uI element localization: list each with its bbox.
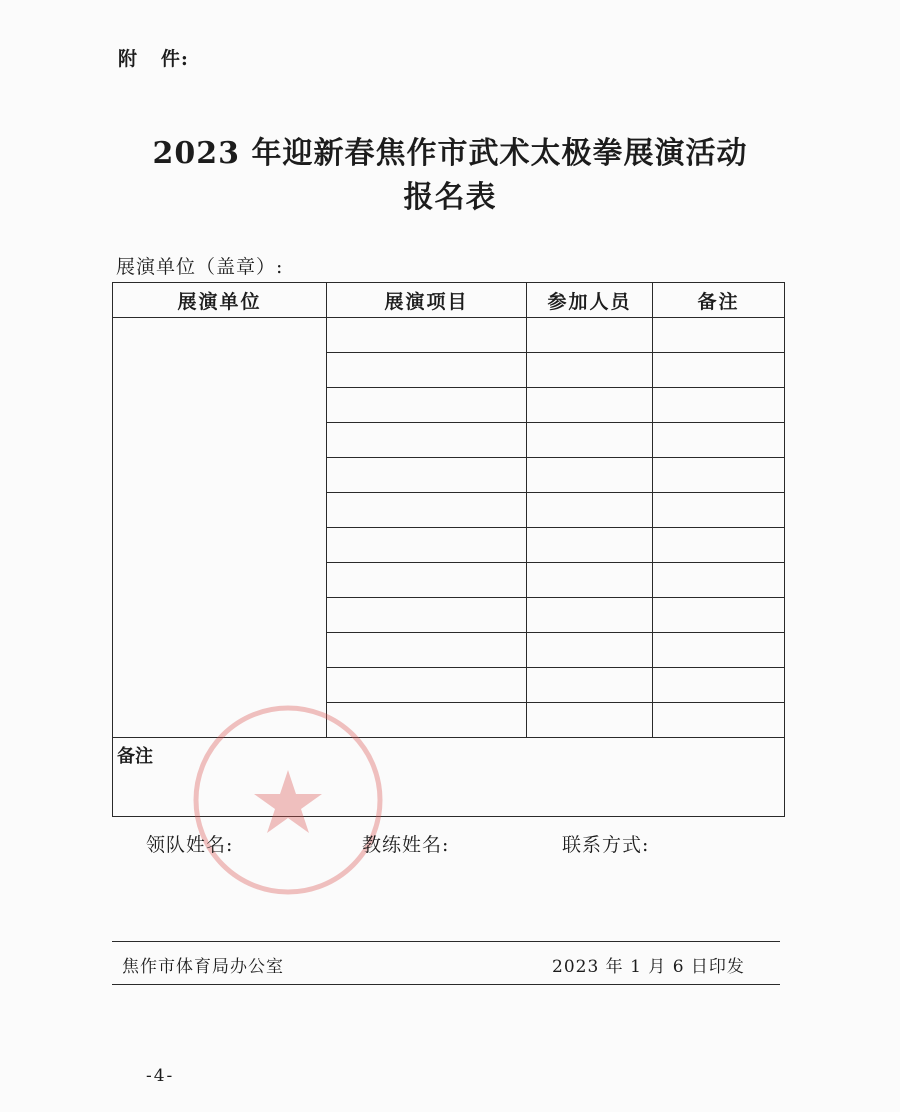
participants-cell[interactable] [527, 633, 653, 668]
remarks-cell[interactable] [653, 318, 785, 353]
project-cell[interactable] [327, 598, 527, 633]
notes-label: 备注 [117, 746, 153, 767]
remarks-cell[interactable] [653, 353, 785, 388]
team-leader-label: 领队姓名: [146, 834, 234, 856]
participants-cell[interactable] [527, 563, 653, 598]
column-header: 参加人员 [527, 283, 653, 318]
column-header: 展演单位 [113, 283, 327, 318]
page-number: -4- [146, 1066, 175, 1086]
project-cell[interactable] [327, 423, 527, 458]
table-row [113, 318, 785, 353]
table-header-row [113, 283, 785, 318]
project-cell[interactable] [327, 668, 527, 703]
project-cell[interactable] [327, 458, 527, 493]
remarks-cell[interactable] [653, 388, 785, 423]
document-title-line2: 报名表 [403, 180, 497, 215]
project-cell[interactable] [327, 388, 527, 423]
footer-bottom-divider [112, 984, 780, 985]
remarks-cell[interactable] [653, 668, 785, 703]
remarks-cell[interactable] [653, 563, 785, 598]
project-cell[interactable] [327, 353, 527, 388]
project-cell[interactable] [327, 318, 527, 353]
document-title-line1: 2023 年迎新春焦作市武术太极拳展演活动 [152, 136, 748, 171]
participants-cell[interactable] [527, 598, 653, 633]
remarks-cell[interactable] [653, 703, 785, 738]
project-cell[interactable] [327, 633, 527, 668]
participants-cell[interactable] [527, 668, 653, 703]
participants-cell[interactable] [527, 318, 653, 353]
coach-label: 教练姓名: [362, 834, 450, 856]
remarks-cell[interactable] [653, 528, 785, 563]
remarks-cell[interactable] [653, 493, 785, 528]
issue-date: 2023 年 1 月 6 日印发 [552, 957, 745, 977]
project-cell[interactable] [327, 493, 527, 528]
issuer-name: 焦作市体育局办公室 [122, 957, 284, 977]
contact-method-label: 联系方式: [562, 834, 650, 856]
participants-cell[interactable] [527, 388, 653, 423]
unit-stamp-label: 展演单位（盖章）: [116, 256, 284, 278]
project-cell[interactable] [327, 528, 527, 563]
remarks-cell[interactable] [653, 633, 785, 668]
remarks-cell[interactable] [653, 458, 785, 493]
participants-cell[interactable] [527, 528, 653, 563]
project-cell[interactable] [327, 563, 527, 598]
unit-cell[interactable] [113, 318, 327, 738]
participants-cell[interactable] [527, 353, 653, 388]
remarks-cell[interactable] [653, 423, 785, 458]
footer-top-divider [112, 941, 780, 942]
participants-cell[interactable] [527, 493, 653, 528]
participants-cell[interactable] [527, 703, 653, 738]
official-seal-icon [188, 700, 388, 900]
participants-cell[interactable] [527, 458, 653, 493]
column-header: 备注 [653, 283, 785, 318]
column-header: 展演项目 [327, 283, 527, 318]
remarks-cell[interactable] [653, 598, 785, 633]
participants-cell[interactable] [527, 423, 653, 458]
attachment-label: 附 件: [118, 48, 189, 70]
